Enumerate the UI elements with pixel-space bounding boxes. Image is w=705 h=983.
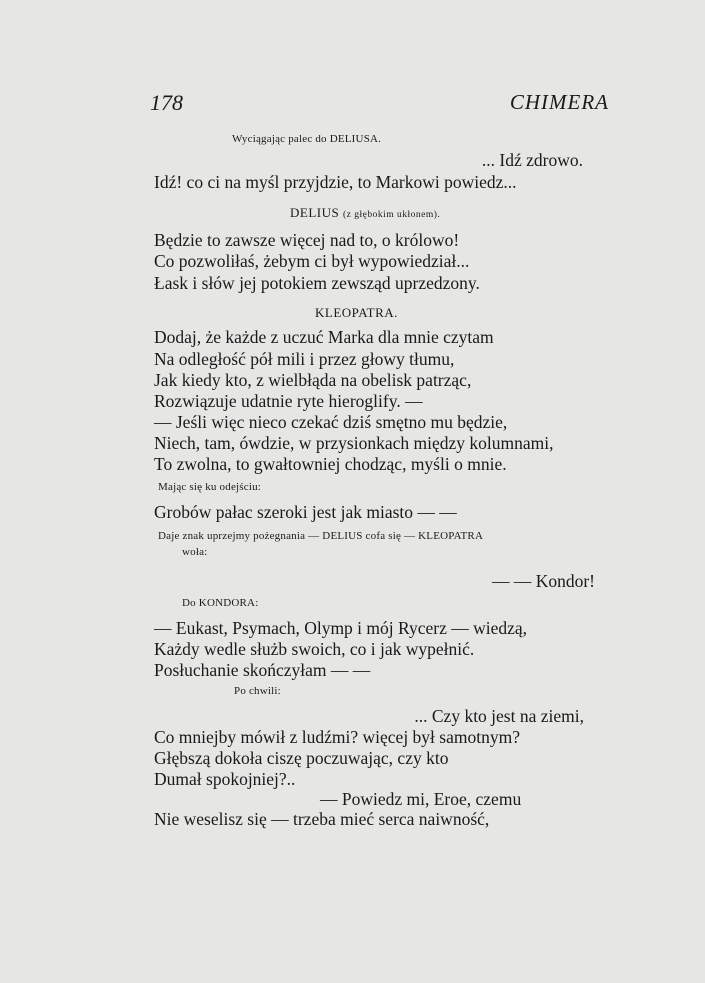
verse-line: Nie weselisz się — trzeba mieć serca naiwność, [154, 809, 490, 829]
page-number: 178 [150, 90, 183, 115]
verse-line: Idź! co ci na myśl przyjdzie, to Markowi powiedz... [154, 172, 517, 192]
verse-line: — Powiedz mi, Eroe, czemu [320, 789, 522, 809]
verse-line: — Eukast, Psymach, Olymp i mój Rycerz — wiedzą, [154, 618, 528, 638]
speaker-name: KLEOPATRA. [315, 305, 398, 320]
verse-line: — Jeśli więc nieco czekać dziś smętno mu będzie, [154, 412, 508, 432]
verse-line: Każdy wedle służb swoich, co i jak wypełnić. [154, 639, 475, 659]
verse-line: Rozwiązuje udatnie ryte hieroglify. — [154, 391, 423, 411]
stage-direction: Wyciągając palec do DELIUSA. [232, 133, 382, 145]
stage-direction: woła: [182, 546, 208, 558]
verse-line: Niech, tam, ówdzie, w przysionkach między kolumnami, [154, 433, 554, 453]
verse-line: Na odległość pół mili i przez głowy tłumu, [154, 349, 455, 369]
verse-line: Co mniejby mówił z ludźmi? więcej był samotnym? [154, 727, 520, 747]
verse-line: — — Kondor! [491, 571, 595, 591]
stage-direction: Po chwili: [234, 685, 281, 697]
verse-line: Jak kiedy kto, z wielbłąda na obelisk patrząc, [154, 370, 472, 390]
speaker-note: (z głębokim ukłonem). [342, 210, 441, 220]
verse-line: Łask i słów jej potokiem zewsząd uprzedzony. [154, 273, 480, 293]
verse-line: Grobów pałac szeroki jest jak miasto — — [154, 502, 457, 522]
page-header [150, 90, 609, 120]
stage-direction: Do KONDORA: [182, 597, 259, 609]
verse-line: ... Czy kto jest na ziemi, [414, 706, 584, 726]
verse-line: Będzie to zawsze więcej nad to, o królowo! [154, 230, 460, 250]
running-title: CHIMERA [509, 90, 609, 114]
speaker-name [290, 205, 440, 221]
stage-direction: Daje znak uprzejmy pożegnania — DELIUS cofa się — KLEOPATRA [158, 530, 484, 542]
verse-line: Dodaj, że każde z uczuć Marka dla mnie czytam [154, 327, 494, 347]
speaker-label: DELIUS [290, 205, 340, 220]
verse-line: Co pozwoliłaś, żebym ci był wypowiedział... [154, 251, 470, 271]
verse-line: Głębszą dokoła ciszę poczuwając, czy kto [154, 748, 449, 768]
verse-line: ... Idź zdrowo. [481, 150, 583, 170]
verse-line: Posłuchanie skończyłam — — [154, 660, 371, 680]
verse-line: To zwolna, to gwałtowniej chodząc, myśli o mnie. [154, 454, 507, 474]
stage-direction: Mając się ku odejściu: [158, 481, 262, 493]
verse-line: Dumał spokojniej?.. [154, 769, 296, 789]
